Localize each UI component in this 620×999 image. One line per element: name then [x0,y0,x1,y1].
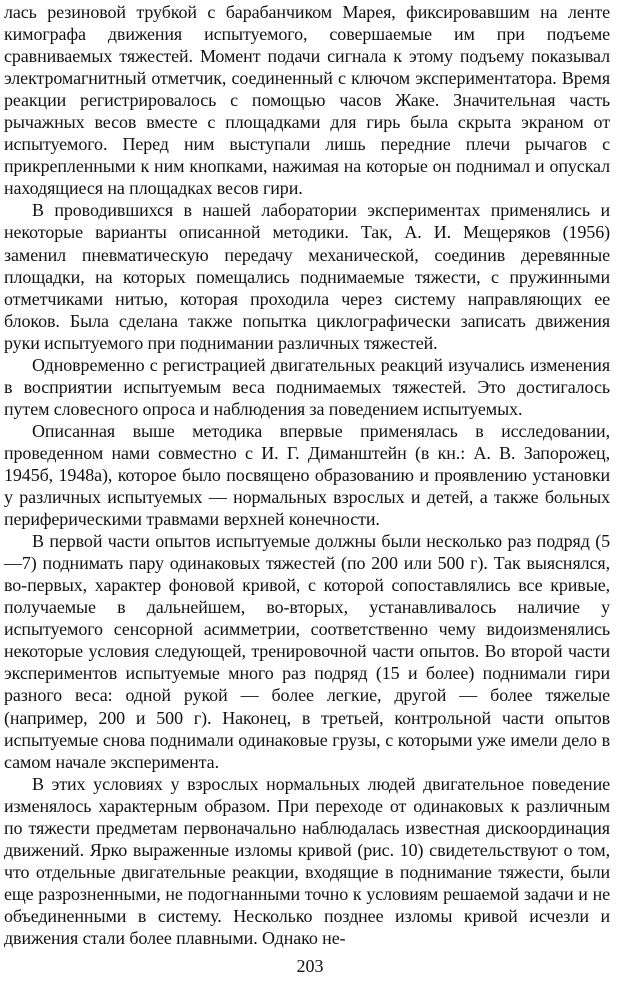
body-text [4,1,610,949]
paragraph-4: Описанная выше методика впервые применялась в исследовании, проведенном нами совместно с И. Г. Диманштейн (в кн.: А. В. Запорожец, 1945б, 1948а), которое было посвящено образованию и проявлению установки у различных испытуемых — нормальных взрослых и детей, а также больных периферическими травмами верхней конечности. [4,420,610,530]
paragraph-1: лась резиновой трубкой с барабанчиком Марея, фиксировавшим на ленте кимографа движения испытуемого, совершаемые им при подъеме сравниваемых тяжестей. Момент подачи сигнала к этому подъему показывал электромагнитный отметчик, соединенный с ключом экспериментатора. Время реакции регистрировалось с помощью часов Жаке. Значительная часть рычажных весов вместе с площадками для гирь была скрыта экраном от испытуемого. Перед ним выступали лишь передние плечи рычагов с прикрепленными к ним кнопками, нажимая на которые он поднимал и опускал находящиеся на площадках весов гири. [4,2,610,199]
paragraph-6: В этих условиях у взрослых нормальных людей двигательное поведение изменялось характерным образом. При переходе от одинаковых к различным по тяжести предметам первоначально наблюдалась известная дискоординация движений. Ярко выраженные изломы кривой (рис. 10) свидетельствуют о том, что отдельные двигательные реакции, входящие в поднимание тяжести, были еще разрозненными, не подогнанными точно к условиям решаемой задачи и не объединенными в систему. Несколько позднее изломы кривой исчезли и движения стали более плавными. Однако не- [4,773,610,948]
page-number: 203 [296,956,324,976]
paragraph-3: Одновременно с регистрацией двигательных реакций изучались изменения в восприятии испытуемым веса поднимаемых тяжестей. Это достигалось путем словесного опроса и наблюдения за поведением испытуемых. [4,354,610,419]
paragraph-2: В проводившихся в нашей лаборатории экспериментах применялись и некоторые варианты описанной методики. Так, А. И. Мещеряков (1956) заменил пневматическую передачу механической, соединив деревянные площадки, на которых помещались поднимаемые тяжести, с пружинными отметчиками нитью, которая проходила через систему направляющих ее блоков. Была сделана также попытка циклографически записать движения руки испытуемого при поднимании различных тяжестей. [4,200,610,353]
paragraph-5: В первой части опытов испытуемые должны были несколько раз подряд (5—7) поднимать пару одинаковых тяжестей (по 200 или 500 г). Так выяснялся, во-первых, характер фоновой кривой, с которой сопоставлялись все кривые, получаемые в дальнейшем, во-вторых, устанавливалось наличие у испытуемого сенсорной асимметрии, соответственно чему видоизменялись некоторые условия следующей, тренировочной части опытов. Во второй части экспериментов испытуемые много раз подряд (15 и более) поднимали гири разного веса: одной рукой — более легкие, другой — более тяжелые (например, 200 и 500 г). Наконец, в третьей, контрольной части опытов испытуемые снова поднимали одинаковые грузы, с которыми уже имели дело в самом начале эксперимента. [4,531,610,772]
